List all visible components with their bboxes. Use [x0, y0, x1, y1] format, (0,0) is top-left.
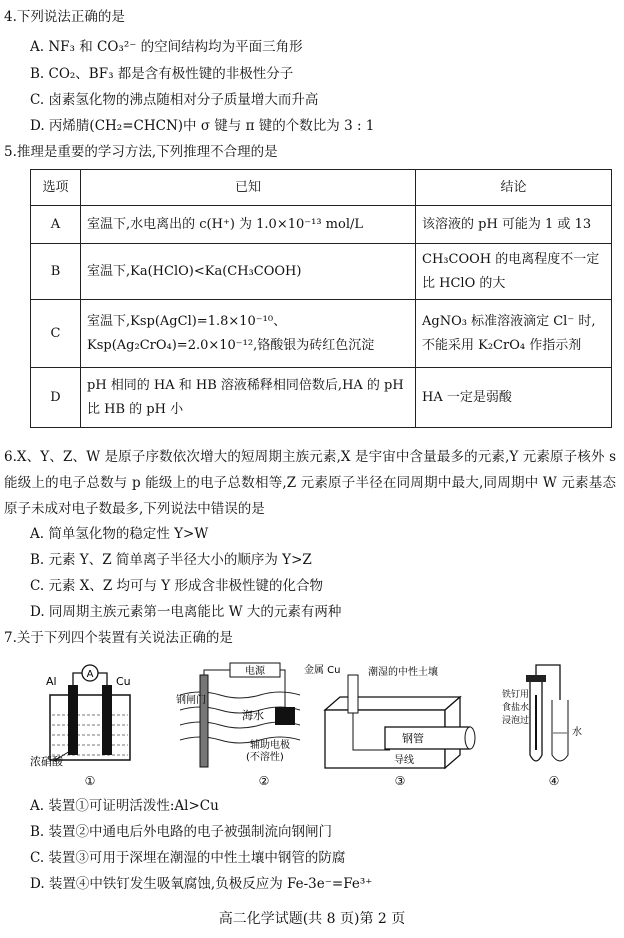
soil-label: 潮湿的中性土壤 [368, 667, 438, 678]
q6-option-c: C. 元素 X、Z 均可与 Y 形成含非极性键的化合物 [30, 578, 323, 594]
figure-2-cathodic-protection [176, 663, 300, 788]
q7-apparatus-figure [30, 655, 610, 795]
water-label: 水 [572, 727, 582, 738]
figure-1-galvanic-cell [30, 665, 131, 788]
ammeter-label: A [86, 669, 94, 680]
header-conclusion: 结论 [416, 170, 612, 206]
figure-3-buried-pipe [304, 663, 475, 788]
q7-stem: 7.关于下列四个装置有关说法正确的是 [4, 630, 233, 646]
q7-option-a: A. 装置①可证明活泼性:Al>Cu [30, 798, 219, 814]
figure-4-corrosion-tube [502, 665, 582, 788]
q4-stem: 4.下列说法正确的是 [4, 9, 125, 25]
q7-option-d: D. 装置④中铁钉发生吸氧腐蚀,负极反应为 Fe-3e⁻=Fe³⁺ [30, 876, 373, 892]
q5-table [30, 169, 612, 428]
al-label: Al [46, 675, 57, 688]
table-row [31, 206, 612, 244]
q4-option-d: D. 丙烯腈(CH₂=CHCN)中 σ 键与 π 键的个数比为 3 : 1 [30, 118, 375, 134]
nail-label-3: 浸泡过 [502, 716, 530, 726]
acid-label: 浓硝酸 [30, 755, 63, 768]
row-option: C [31, 300, 81, 368]
water-label: 海水 [242, 709, 264, 722]
figure-4-number: ④ [548, 774, 560, 788]
nail-label-2: 食盐水 [502, 703, 530, 713]
table-row [31, 244, 612, 300]
wire-label: 导线 [394, 755, 414, 766]
q7-option-c: C. 装置③可用于深埋在潮湿的中性土壤中钢管的防腐 [30, 850, 346, 866]
figure-3-number: ③ [394, 774, 406, 788]
row-conclusion: AgNO₃ 标准溶液滴定 Cl⁻ 时,不能采用 K₂CrO₄ 作指示剂 [416, 300, 612, 368]
q4-option-a: A. NF₃ 和 CO₃²⁻ 的空间结构均为平面三角形 [30, 39, 303, 55]
q6-option-d: D. 同周期主族元素第一电离能比 W 大的元素有两种 [30, 604, 342, 620]
gate-label: 钢闸门 [176, 695, 206, 706]
page-footer: 高二化学试题(共 8 页)第 2 页 [218, 911, 406, 927]
row-conclusion: HA 一定是弱酸 [416, 368, 612, 428]
row-known: 室温下,水电离出的 c(H⁺) 为 1.0×10⁻¹³ mol/L [81, 206, 416, 244]
table-row [31, 300, 612, 368]
row-option: A [31, 206, 81, 244]
power-label: 电源 [245, 666, 265, 677]
q6-stem: 6.X、Y、Z、W 是原子序数依次增大的短周期主族元素,X 是宇宙中含量最多的元素,Y 元素原子核外 s 能级上的电子总数与 p 能级上的电子总数相等,Z 元素原子半径在同周期中最大,同周期中 W 元素基态原子未成对电子数最多,下列说法中错误的是 [4, 449, 616, 517]
figure-1-number: ① [84, 774, 96, 788]
q4-option-c: C. 卤素氢化物的沸点随相对分子质量增大而升高 [30, 92, 319, 108]
header-known: 已知 [81, 170, 416, 206]
row-known: 室温下,Ksp(AgCl)=1.8×10⁻¹⁰、Ksp(Ag₂CrO₄)=2.0×10⁻¹²,铬酸银为砖红色沉淀 [81, 300, 416, 368]
row-known: 室温下,Ka(HClO)<Ka(CH₃COOH) [81, 244, 416, 300]
pipe-label: 钢管 [402, 732, 424, 745]
row-conclusion: 该溶液的 pH 可能为 1 或 13 [416, 206, 612, 244]
table-row [31, 368, 612, 428]
row-known: pH 相同的 HA 和 HB 溶液稀释相同倍数后,HA 的 pH 比 HB 的 pH 小 [81, 368, 416, 428]
figure-2-number: ② [258, 774, 270, 788]
q6-option-a: A. 简单氢化物的稳定性 Y>W [30, 526, 209, 542]
row-conclusion: CH₃COOH 的电离程度不一定比 HClO 的大 [416, 244, 612, 300]
row-option: D [31, 368, 81, 428]
aux-electrode-note: (不溶性) [246, 752, 284, 763]
table-header-row [31, 170, 612, 206]
q5-stem: 5.推理是重要的学习方法,下列推理不合理的是 [4, 144, 278, 160]
header-option: 选项 [31, 170, 81, 206]
q6-option-b: B. 元素 Y、Z 简单离子半径大小的顺序为 Y>Z [30, 552, 312, 568]
cu-label: Cu [116, 675, 131, 688]
row-option: B [31, 244, 81, 300]
aux-electrode-label: 辅助电极 [250, 740, 290, 751]
q7-option-b: B. 装置②中通电后外电路的电子被强制流向钢闸门 [30, 824, 333, 840]
q4-option-b: B. CO₂、BF₃ 都是含有极性键的非极性分子 [30, 66, 294, 82]
nail-label-1: 铁钉用 [502, 690, 530, 700]
copper-label: 金属 Cu [304, 665, 341, 676]
